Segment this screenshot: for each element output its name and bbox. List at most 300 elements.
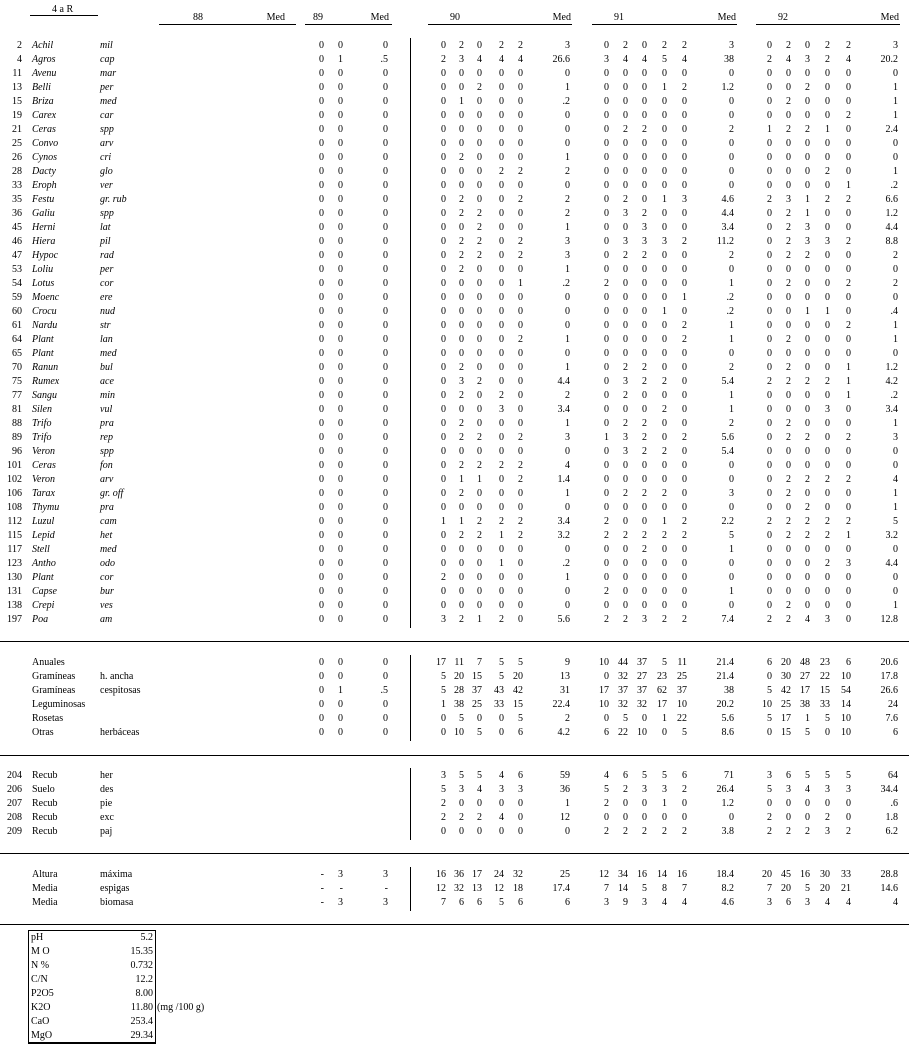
- species-genus: Eroph: [32, 180, 57, 191]
- cell-89: 0: [319, 292, 324, 303]
- cell-89: 0: [319, 222, 324, 233]
- cell-91: 0: [642, 40, 647, 51]
- cell-92: 0: [767, 418, 772, 429]
- cell-91: 0: [682, 166, 687, 177]
- cell-91: 0: [642, 180, 647, 191]
- med-92: 1.8: [885, 812, 898, 823]
- cell-92: 2: [825, 516, 830, 527]
- cell-89: 0: [319, 699, 324, 710]
- cell-90: 0: [499, 334, 504, 345]
- species-epithet: cap: [100, 54, 115, 65]
- cell-92: 45: [781, 869, 791, 880]
- cell-91: 0: [623, 572, 628, 583]
- cell-92: 0: [805, 812, 810, 823]
- cell-92: 0: [805, 334, 810, 345]
- med-92: 3.4: [885, 404, 898, 415]
- cell-89: 0: [319, 166, 324, 177]
- cell-92: 0: [805, 362, 810, 373]
- cell-89: 0: [319, 138, 324, 149]
- cell-90: 0: [441, 278, 446, 289]
- soil-value: 0.732: [130, 960, 153, 971]
- med-89: 0: [383, 614, 388, 625]
- med-89: 0: [383, 727, 388, 738]
- cell-91: 2: [604, 278, 609, 289]
- cell-89: 0: [319, 208, 324, 219]
- cell-92: 0: [825, 362, 830, 373]
- group-label: Leguminosas: [32, 699, 86, 710]
- cell-90: 2: [518, 236, 523, 247]
- cell-92: 2: [786, 826, 791, 837]
- cell-92: 0: [846, 460, 851, 471]
- cell-90: 0: [518, 362, 523, 373]
- cell-90: 0: [499, 798, 504, 809]
- cell-89: 0: [319, 236, 324, 247]
- cell-92: 0: [767, 446, 772, 457]
- cell-91: 0: [682, 138, 687, 149]
- cell-90: 2: [441, 54, 446, 65]
- med-89: 0: [383, 390, 388, 401]
- cell-90: 5: [441, 671, 446, 682]
- cell-90: 0: [459, 124, 464, 135]
- cell-89: 0: [338, 586, 343, 597]
- cell-92: 2: [805, 376, 810, 387]
- cell-89: 0: [338, 194, 343, 205]
- cell-92: 0: [825, 798, 830, 809]
- cell-90: 0: [477, 544, 482, 555]
- cell-90: 17: [472, 869, 482, 880]
- cell-91: 2: [682, 432, 687, 443]
- cell-92: 1: [846, 390, 851, 401]
- cell-89: -: [320, 897, 324, 908]
- cell-91: 0: [623, 404, 628, 415]
- cell-90: 0: [477, 320, 482, 331]
- cell-91: 0: [623, 502, 628, 513]
- cell-91: 0: [604, 460, 609, 471]
- med-90: 0: [565, 138, 570, 149]
- species-id: 11: [12, 68, 22, 79]
- cell-92: 0: [825, 572, 830, 583]
- med-92: 2.4: [885, 124, 898, 135]
- species-genus: Thymu: [32, 502, 60, 513]
- cell-91: 17: [599, 685, 609, 696]
- group-med-3: Med: [717, 12, 736, 23]
- species-id: 28: [12, 166, 22, 177]
- species-id: 89: [12, 432, 22, 443]
- cell-92: 6: [786, 770, 791, 781]
- cell-91: 0: [682, 474, 687, 485]
- med-91: 2: [729, 124, 734, 135]
- cell-91: 2: [623, 418, 628, 429]
- group-med-0: Med: [266, 12, 285, 23]
- cell-91: 2: [642, 488, 647, 499]
- cell-92: 38: [800, 699, 810, 710]
- cell-89: 0: [319, 110, 324, 121]
- species-epithet: mar: [100, 68, 117, 79]
- med-92: 20.2: [880, 54, 898, 65]
- cell-91: 2: [623, 390, 628, 401]
- cell-92: 2: [767, 54, 772, 65]
- cell-91: 0: [642, 516, 647, 527]
- cell-89: 0: [319, 82, 324, 93]
- cell-91: 1: [662, 194, 667, 205]
- cell-92: 2: [767, 826, 772, 837]
- med-92: 1: [893, 334, 898, 345]
- med-89: 0: [383, 194, 388, 205]
- med-90: 26.6: [552, 54, 570, 65]
- med-91: 0: [729, 558, 734, 569]
- cell-89: 0: [319, 460, 324, 471]
- med-91: 3.4: [721, 222, 734, 233]
- cell-92: 2: [786, 96, 791, 107]
- cell-90: 0: [459, 320, 464, 331]
- cell-91: 4: [642, 54, 647, 65]
- soil-label: C/N: [31, 974, 48, 985]
- cell-90: 2: [518, 166, 523, 177]
- species-genus: Plant: [32, 572, 54, 583]
- cell-91: 0: [623, 82, 628, 93]
- cell-90: 0: [459, 334, 464, 345]
- cell-91: 0: [642, 600, 647, 611]
- med-92: 26.6: [880, 685, 898, 696]
- species-genus: Veron: [32, 446, 55, 457]
- cell-90: 0: [441, 306, 446, 317]
- cell-92: 0: [846, 264, 851, 275]
- species-id: 197: [7, 614, 22, 625]
- cell-90: 0: [441, 68, 446, 79]
- species-genus: Loliu: [32, 264, 54, 275]
- cell-90: 0: [518, 586, 523, 597]
- species-genus: Hypoc: [32, 250, 59, 261]
- cell-90: 2: [518, 250, 523, 261]
- soil-value: 29.34: [130, 1030, 153, 1041]
- cell-92: 20: [781, 657, 791, 668]
- med-91: 8.2: [721, 883, 734, 894]
- cell-92: 1: [846, 362, 851, 373]
- cell-91: 0: [662, 166, 667, 177]
- cell-89: 0: [338, 600, 343, 611]
- cell-92: 2: [846, 474, 851, 485]
- cell-90: 0: [459, 138, 464, 149]
- cell-92: 0: [825, 348, 830, 359]
- cell-91: 0: [604, 713, 609, 724]
- species-id: 64: [12, 334, 22, 345]
- med-89: 0: [383, 558, 388, 569]
- cell-91: 6: [623, 770, 628, 781]
- med-89: 0: [383, 348, 388, 359]
- med-91: 21.4: [716, 657, 734, 668]
- cell-90: 0: [518, 320, 523, 331]
- cell-91: 0: [682, 558, 687, 569]
- cell-90: 2: [518, 460, 523, 471]
- species-genus: Luzul: [32, 516, 55, 527]
- cell-92: 0: [846, 572, 851, 583]
- cell-90: 2: [518, 40, 523, 51]
- cell-90: 0: [441, 124, 446, 135]
- cell-92: 0: [825, 208, 830, 219]
- cell-91: 3: [642, 614, 647, 625]
- cell-91: 2: [642, 432, 647, 443]
- med-89: 0: [383, 40, 388, 51]
- cell-89: 0: [338, 530, 343, 541]
- med-89: 0: [383, 404, 388, 415]
- cell-90: 0: [518, 600, 523, 611]
- cell-91: 0: [604, 474, 609, 485]
- species-epithet: pra: [100, 502, 114, 513]
- cell-90: 3: [459, 784, 464, 795]
- med-90: 0: [565, 586, 570, 597]
- cell-91: 0: [642, 278, 647, 289]
- med-90: 31: [560, 685, 570, 696]
- med-91: 8.6: [721, 727, 734, 738]
- cell-91: 7: [682, 883, 687, 894]
- cell-92: 1: [825, 306, 830, 317]
- species-id: 81: [12, 404, 22, 415]
- height-label: Media: [32, 897, 58, 908]
- cell-89: 0: [319, 586, 324, 597]
- soil-value: 12.2: [135, 974, 153, 985]
- cell-92: 2: [846, 110, 851, 121]
- cell-91: 32: [618, 699, 628, 710]
- cell-90: 0: [499, 502, 504, 513]
- med-90: 1: [565, 264, 570, 275]
- cell-92: 5: [767, 713, 772, 724]
- group-label: Gramíneas: [32, 685, 76, 696]
- species-id: 35: [12, 194, 22, 205]
- cell-91: 1: [662, 306, 667, 317]
- cell-90: 0: [441, 292, 446, 303]
- cell-91: 0: [642, 334, 647, 345]
- cell-89: 3: [338, 897, 343, 908]
- cell-91: 0: [682, 208, 687, 219]
- cover-sublabel: her: [100, 770, 113, 781]
- cell-92: 1: [805, 194, 810, 205]
- cell-90: 0: [477, 180, 482, 191]
- cell-92: 3: [786, 194, 791, 205]
- cell-90: 3: [441, 614, 446, 625]
- cell-92: 5: [825, 713, 830, 724]
- cell-89: 3: [338, 869, 343, 880]
- cell-91: 2: [662, 404, 667, 415]
- species-id: 61: [12, 320, 22, 331]
- med-90: 0: [565, 292, 570, 303]
- cover-sublabel: des: [100, 784, 114, 795]
- med-89: 0: [383, 418, 388, 429]
- cell-90: 0: [477, 826, 482, 837]
- med-90: 1.4: [557, 474, 570, 485]
- cell-92: 2: [846, 40, 851, 51]
- cell-91: 0: [642, 812, 647, 823]
- cell-92: 2: [786, 236, 791, 247]
- cell-90: 2: [518, 432, 523, 443]
- species-epithet: med: [100, 348, 117, 359]
- species-genus: Cynos: [32, 152, 57, 163]
- group-label: Otras: [32, 727, 54, 738]
- cell-91: 0: [662, 180, 667, 191]
- species-epithet: am: [100, 614, 113, 625]
- cell-90: 2: [477, 82, 482, 93]
- cell-90: 2: [477, 460, 482, 471]
- med-91: 5.4: [721, 376, 734, 387]
- cell-91: 3: [642, 222, 647, 233]
- soil-value: 253.4: [130, 1016, 153, 1027]
- cell-90: 0: [441, 138, 446, 149]
- cell-90: 1: [459, 474, 464, 485]
- cell-91: 2: [604, 586, 609, 597]
- corner-underline: [30, 15, 98, 16]
- cell-89: 0: [338, 446, 343, 457]
- cell-92: 0: [846, 166, 851, 177]
- med-89: 0: [383, 657, 388, 668]
- cell-91: 1: [662, 713, 667, 724]
- cell-90: 1: [459, 516, 464, 527]
- cell-90: 2: [441, 798, 446, 809]
- cell-90: 4: [477, 784, 482, 795]
- species-genus: Tarax: [32, 488, 55, 499]
- cell-92: 0: [767, 390, 772, 401]
- cell-92: 3: [805, 897, 810, 908]
- cell-90: 0: [441, 320, 446, 331]
- cell-92: 3: [805, 236, 810, 247]
- cell-92: 0: [825, 502, 830, 513]
- cell-92: 0: [786, 586, 791, 597]
- med-90: 2: [565, 713, 570, 724]
- cell-89: 0: [338, 558, 343, 569]
- species-genus: Crepi: [32, 600, 55, 611]
- cell-91: 3: [623, 376, 628, 387]
- cell-90: 1: [477, 474, 482, 485]
- med-92: .2: [890, 180, 898, 191]
- cell-92: 6: [786, 897, 791, 908]
- cell-92: 0: [767, 558, 772, 569]
- cell-90: 0: [499, 110, 504, 121]
- cell-90: 24: [494, 869, 504, 880]
- cell-92: 1: [846, 530, 851, 541]
- species-id: 45: [12, 222, 22, 233]
- cell-91: 11: [677, 657, 687, 668]
- med-91: 0: [729, 600, 734, 611]
- cell-90: 0: [477, 488, 482, 499]
- cell-90: 2: [499, 390, 504, 401]
- cell-89: 0: [319, 152, 324, 163]
- cell-91: 0: [642, 96, 647, 107]
- group-year-1: 89: [313, 12, 323, 23]
- cell-92: 0: [825, 432, 830, 443]
- cell-90: 2: [499, 460, 504, 471]
- group-label: Anuales: [32, 657, 65, 668]
- med-91: 5.4: [721, 446, 734, 457]
- cell-91: 0: [662, 812, 667, 823]
- cell-92: 2: [805, 124, 810, 135]
- cell-90: 7: [441, 897, 446, 908]
- species-epithet: spp: [100, 446, 114, 457]
- cell-91: 0: [623, 152, 628, 163]
- species-id: 2: [17, 40, 22, 51]
- med-90: 9: [565, 657, 570, 668]
- cell-91: 5: [662, 657, 667, 668]
- cell-91: 3: [662, 784, 667, 795]
- cell-89: 0: [319, 614, 324, 625]
- med-89: 0: [383, 82, 388, 93]
- species-id: 65: [12, 348, 22, 359]
- cell-91: 8: [662, 883, 667, 894]
- cell-90: 0: [441, 110, 446, 121]
- med-89: 0: [383, 250, 388, 261]
- cell-90: 4: [477, 54, 482, 65]
- cell-91: 0: [682, 488, 687, 499]
- cell-92: 0: [846, 306, 851, 317]
- med-91: 1: [729, 586, 734, 597]
- med-89: 0: [383, 124, 388, 135]
- cell-90: 0: [441, 166, 446, 177]
- med-92: .4: [890, 306, 898, 317]
- cell-90: 0: [441, 474, 446, 485]
- cell-92: 4: [846, 54, 851, 65]
- cell-91: 0: [604, 250, 609, 261]
- cell-90: 6: [518, 727, 523, 738]
- cell-90: 0: [441, 236, 446, 247]
- med-89: 0: [383, 110, 388, 121]
- cell-90: 3: [441, 770, 446, 781]
- med-89: 0: [383, 152, 388, 163]
- cell-90: 0: [518, 96, 523, 107]
- cell-91: 32: [618, 671, 628, 682]
- group-underline-2: [428, 24, 572, 25]
- cell-91: 0: [662, 264, 667, 275]
- med-90: 1: [565, 362, 570, 373]
- med-89: 0: [383, 460, 388, 471]
- cell-89: 0: [319, 502, 324, 513]
- cell-91: 0: [642, 558, 647, 569]
- cell-91: 2: [642, 362, 647, 373]
- cell-89: 0: [338, 418, 343, 429]
- med-92: 0: [893, 292, 898, 303]
- cell-90: 0: [518, 544, 523, 555]
- cell-92: 5: [805, 770, 810, 781]
- cell-92: 0: [805, 292, 810, 303]
- cell-90: 10: [454, 727, 464, 738]
- species-id: 15: [12, 96, 22, 107]
- cell-91: 0: [604, 40, 609, 51]
- cell-91: 2: [623, 40, 628, 51]
- cell-91: 0: [604, 418, 609, 429]
- cell-91: 2: [623, 488, 628, 499]
- cell-92: 15: [820, 685, 830, 696]
- cell-89: 0: [338, 544, 343, 555]
- cell-92: 0: [767, 502, 772, 513]
- cell-91: 2: [642, 124, 647, 135]
- med-91: 0: [729, 348, 734, 359]
- med-91: 0: [729, 68, 734, 79]
- cell-92: 0: [786, 446, 791, 457]
- cell-91: 4: [604, 770, 609, 781]
- cell-91: 2: [623, 124, 628, 135]
- cell-92: 0: [846, 68, 851, 79]
- cell-92: 0: [767, 166, 772, 177]
- cell-90: 5: [499, 657, 504, 668]
- cell-90: 0: [441, 460, 446, 471]
- med-90: 17.4: [552, 883, 570, 894]
- cell-91: 0: [642, 194, 647, 205]
- cell-90: 0: [441, 530, 446, 541]
- med-91: 38: [724, 685, 734, 696]
- cover-label: Recub: [32, 770, 58, 781]
- cell-90: 0: [441, 586, 446, 597]
- cell-90: 2: [477, 222, 482, 233]
- med-90: 2: [565, 390, 570, 401]
- group-year-2: 90: [450, 12, 460, 23]
- cell-90: 0: [499, 124, 504, 135]
- cell-92: 2: [846, 432, 851, 443]
